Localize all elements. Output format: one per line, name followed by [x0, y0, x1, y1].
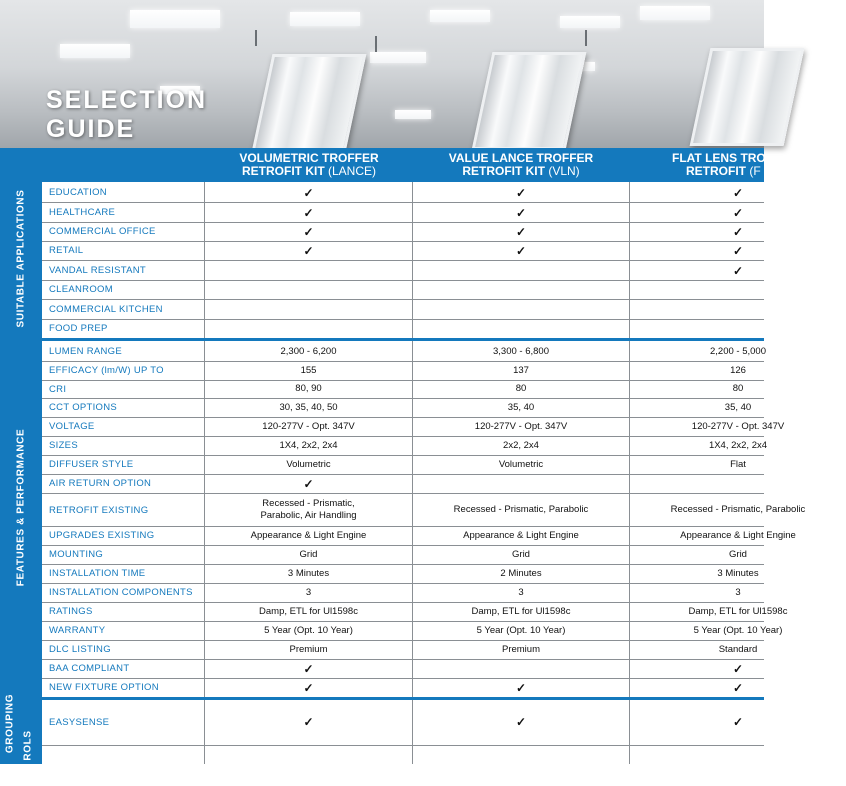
table-cell: Appearance & Light Engine	[680, 529, 796, 541]
check-icon: ✓	[515, 715, 527, 729]
row-label: EASYSENSE	[49, 716, 110, 728]
table-cell	[413, 300, 629, 319]
check-icon: ✓	[732, 185, 744, 200]
row-label: AIR RETURN OPTION	[49, 478, 152, 489]
check-icon: ✓	[303, 205, 314, 220]
row-label: INSTALLATION TIME	[49, 568, 146, 579]
table-cell	[413, 280, 629, 299]
table-cell	[630, 280, 846, 299]
troffer-image	[690, 48, 805, 146]
table-row	[42, 280, 764, 299]
table-row	[42, 300, 764, 319]
table-cell: 35, 40	[507, 401, 535, 413]
ceiling-panel	[370, 52, 426, 63]
table-cell: 120-277V - Opt. 347V	[262, 420, 355, 432]
check-icon: ✓	[732, 205, 744, 220]
table-row	[42, 261, 764, 280]
check-icon: ✓	[303, 243, 314, 258]
row-label: RETAIL	[49, 245, 84, 256]
table-row	[42, 241, 764, 260]
table-cell	[413, 659, 629, 678]
row-label: INSTALLATION COMPONENTS	[49, 587, 193, 598]
ceiling-panel	[395, 110, 431, 119]
row-label: VANDAL RESISTANT	[49, 265, 147, 276]
troffer-image	[472, 52, 587, 150]
section-label-applications: SUITABLE APPLICATIONS	[15, 189, 27, 328]
table-row	[42, 526, 796, 545]
check-icon: ✓	[303, 476, 314, 491]
table-cell: 120-277V - Opt. 347V	[474, 420, 568, 432]
table-row	[42, 380, 764, 398]
ceiling-panel	[640, 6, 710, 20]
table-cell: Damp, ETL for Ul1598c	[471, 605, 571, 617]
page-title	[46, 86, 207, 144]
table-cell: 3	[735, 586, 741, 598]
table-cell: Grid	[512, 548, 530, 560]
troffer-image	[252, 54, 367, 152]
column-suffix: (VLN)	[548, 164, 580, 178]
table-cell: Appearance & Light Engine	[463, 529, 579, 541]
check-icon: ✓	[515, 224, 527, 239]
row-label: CCT OPTIONS	[49, 402, 118, 413]
table-row	[42, 222, 764, 241]
column-name: FLAT LENS TRO	[672, 151, 766, 165]
check-icon: ✓	[732, 661, 744, 676]
table-row	[42, 621, 783, 640]
table-cell: Recessed - Prismatic, Parabolic	[453, 504, 589, 515]
table-cell: 1X4, 2x2, 2x4	[708, 439, 768, 451]
section-label-controls: ROLS	[22, 730, 34, 761]
table-row	[42, 494, 806, 526]
check-icon: ✓	[303, 185, 314, 200]
table-cell: Appearance & Light Engine	[250, 529, 367, 541]
row-label: EDUCATION	[49, 187, 107, 198]
row-label: MOUNTING	[49, 549, 104, 560]
ceiling-panel	[430, 10, 490, 22]
check-icon: ✓	[515, 680, 527, 695]
column-line2: RETROFIT	[686, 164, 746, 178]
table-cell: 2 Minutes	[500, 567, 542, 579]
table-cell: Recessed - Prismatic, Parabolic, Air Handling	[260, 498, 357, 521]
check-icon: ✓	[303, 224, 314, 239]
table-cell: Grid	[729, 548, 747, 560]
table-cell	[630, 319, 846, 338]
table-cell: Premium	[501, 643, 540, 655]
column-header-flat	[672, 152, 812, 182]
table-cell: 3	[518, 586, 524, 598]
row-label: VOLTAGE	[49, 421, 95, 432]
column-name: VOLUMETRIC TROFFER	[239, 151, 379, 165]
table-row	[42, 342, 764, 361]
table-row	[42, 398, 764, 417]
table-cell: 155	[300, 364, 317, 376]
table-row	[42, 455, 764, 474]
table-cell: 80	[515, 383, 527, 394]
check-icon: ✓	[732, 715, 744, 729]
table-row	[42, 319, 764, 338]
table-cell: 3,300 - 6,800	[493, 345, 549, 357]
table-cell: 137	[513, 364, 529, 376]
table-cell	[413, 261, 629, 280]
ceiling-panel	[290, 12, 360, 26]
column-name: VALUE LANCE TROFFER	[448, 151, 594, 165]
table-cell: 2,300 - 6,200	[280, 345, 337, 357]
table-cell	[413, 474, 629, 493]
title-line-2: GUIDE	[46, 115, 136, 143]
table-cell: 5 Year (Opt. 10 Year)	[264, 624, 353, 636]
table-cell	[205, 300, 412, 319]
ceiling-panel	[60, 44, 130, 58]
check-icon: ✓	[515, 185, 527, 200]
row-label: NEW FIXTURE OPTION	[49, 682, 159, 693]
check-icon: ✓	[303, 715, 314, 729]
table-cell	[205, 319, 412, 338]
title-line-1: SELECTION	[46, 86, 208, 114]
column-header-lance	[196, 152, 422, 182]
row-label: UPGRADES EXISTING	[49, 530, 155, 541]
table-cell	[630, 474, 846, 493]
row-label: EFFICACY (lm/W) UP TO	[49, 365, 164, 376]
row-label: BAA COMPLIANT	[49, 663, 130, 674]
check-icon: ✓	[303, 661, 314, 676]
table-cell: Volumetric	[498, 458, 544, 470]
check-icon: ✓	[732, 224, 744, 239]
table-row	[42, 203, 764, 222]
table-cell: Recessed - Prismatic, Parabolic	[670, 504, 806, 515]
row-label: CRI	[49, 383, 67, 395]
table-row	[42, 640, 764, 659]
table-cell: 2x2, 2x4	[503, 439, 539, 451]
table-cell: Grid	[299, 548, 318, 560]
table-row	[42, 583, 764, 602]
check-icon: ✓	[732, 243, 744, 258]
table-cell: 5 Year (Opt. 10 Year)	[693, 624, 783, 636]
table-row	[42, 474, 764, 493]
pendant	[375, 36, 377, 52]
table-cell: 30, 35, 40, 50	[279, 401, 338, 413]
row-label: HEALTHCARE	[49, 207, 116, 218]
table-row	[42, 699, 764, 745]
column-suffix: (F	[749, 164, 761, 178]
check-icon: ✓	[515, 205, 527, 220]
table-cell	[205, 280, 412, 299]
table-cell: 80	[732, 383, 744, 394]
row-label: COMMERCIAL KITCHEN	[49, 304, 163, 315]
column-line2: RETROFIT KIT	[241, 164, 325, 178]
row-label: CLEANROOM	[49, 284, 113, 295]
table-row	[42, 659, 764, 678]
section-separator	[42, 338, 764, 341]
column-header-vln	[408, 152, 634, 182]
ceiling-panel	[560, 16, 620, 28]
ceiling-panel	[130, 10, 220, 28]
row-label: WARRANTY	[49, 625, 106, 636]
table-cell: 3 Minutes	[717, 567, 759, 579]
table-cell	[413, 319, 629, 338]
row-label: DIFFUSER STYLE	[49, 459, 134, 470]
column-suffix: (LANCE)	[328, 164, 377, 178]
pendant	[255, 30, 257, 46]
table-cell: 1X4, 2x2, 2x4	[279, 439, 338, 451]
table-cell: Standard	[718, 643, 758, 655]
table-row	[42, 361, 764, 380]
row-label: LUMEN RANGE	[49, 346, 122, 357]
table-row	[42, 417, 785, 436]
check-icon: ✓	[732, 263, 744, 278]
table-row	[42, 564, 764, 583]
table-row	[42, 436, 768, 455]
row-label: SIZES	[49, 440, 78, 451]
table-cell: 2,200 - 5,000	[710, 345, 766, 357]
table-cell: 5 Year (Opt. 10 Year)	[476, 624, 566, 636]
table-cell: 80, 90	[295, 383, 322, 394]
table-row	[42, 602, 788, 621]
header-photo	[0, 0, 764, 150]
table-cell: 3	[305, 586, 312, 598]
row-label: RATINGS	[49, 606, 93, 617]
table-cell	[205, 261, 412, 280]
row-label: COMMERCIAL OFFICE	[49, 226, 156, 237]
table-cell	[630, 300, 846, 319]
table-row	[42, 183, 764, 202]
table-cell: 35, 40	[724, 401, 752, 413]
pendant	[585, 30, 587, 46]
row-divider	[42, 745, 764, 746]
table-cell: Volumetric	[286, 458, 331, 470]
check-icon: ✓	[732, 680, 744, 695]
table-row	[42, 545, 764, 564]
table-cell: Flat	[730, 458, 746, 470]
column-line2: RETROFIT KIT	[462, 164, 545, 178]
table-cell: 126	[730, 364, 746, 376]
check-icon: ✓	[303, 680, 314, 695]
table-cell: 120-277V - Opt. 347V	[691, 420, 785, 432]
row-label: RETROFIT EXISTING	[49, 504, 149, 516]
table-cell: Damp, ETL for Ul1598c	[688, 605, 788, 617]
section-label-grouping: GROUPING	[4, 693, 16, 754]
row-label: FOOD PREP	[49, 323, 108, 334]
table-cell: Premium	[289, 643, 328, 655]
table-cell: Damp, ETL for Ul1598c	[259, 605, 358, 617]
section-label-features: FEATURES & PERFORMANCE	[15, 428, 27, 587]
row-label: DLC LISTING	[49, 644, 111, 655]
table-cell: 3 Minutes	[287, 567, 330, 579]
check-icon: ✓	[515, 243, 527, 258]
table-row	[42, 678, 764, 697]
